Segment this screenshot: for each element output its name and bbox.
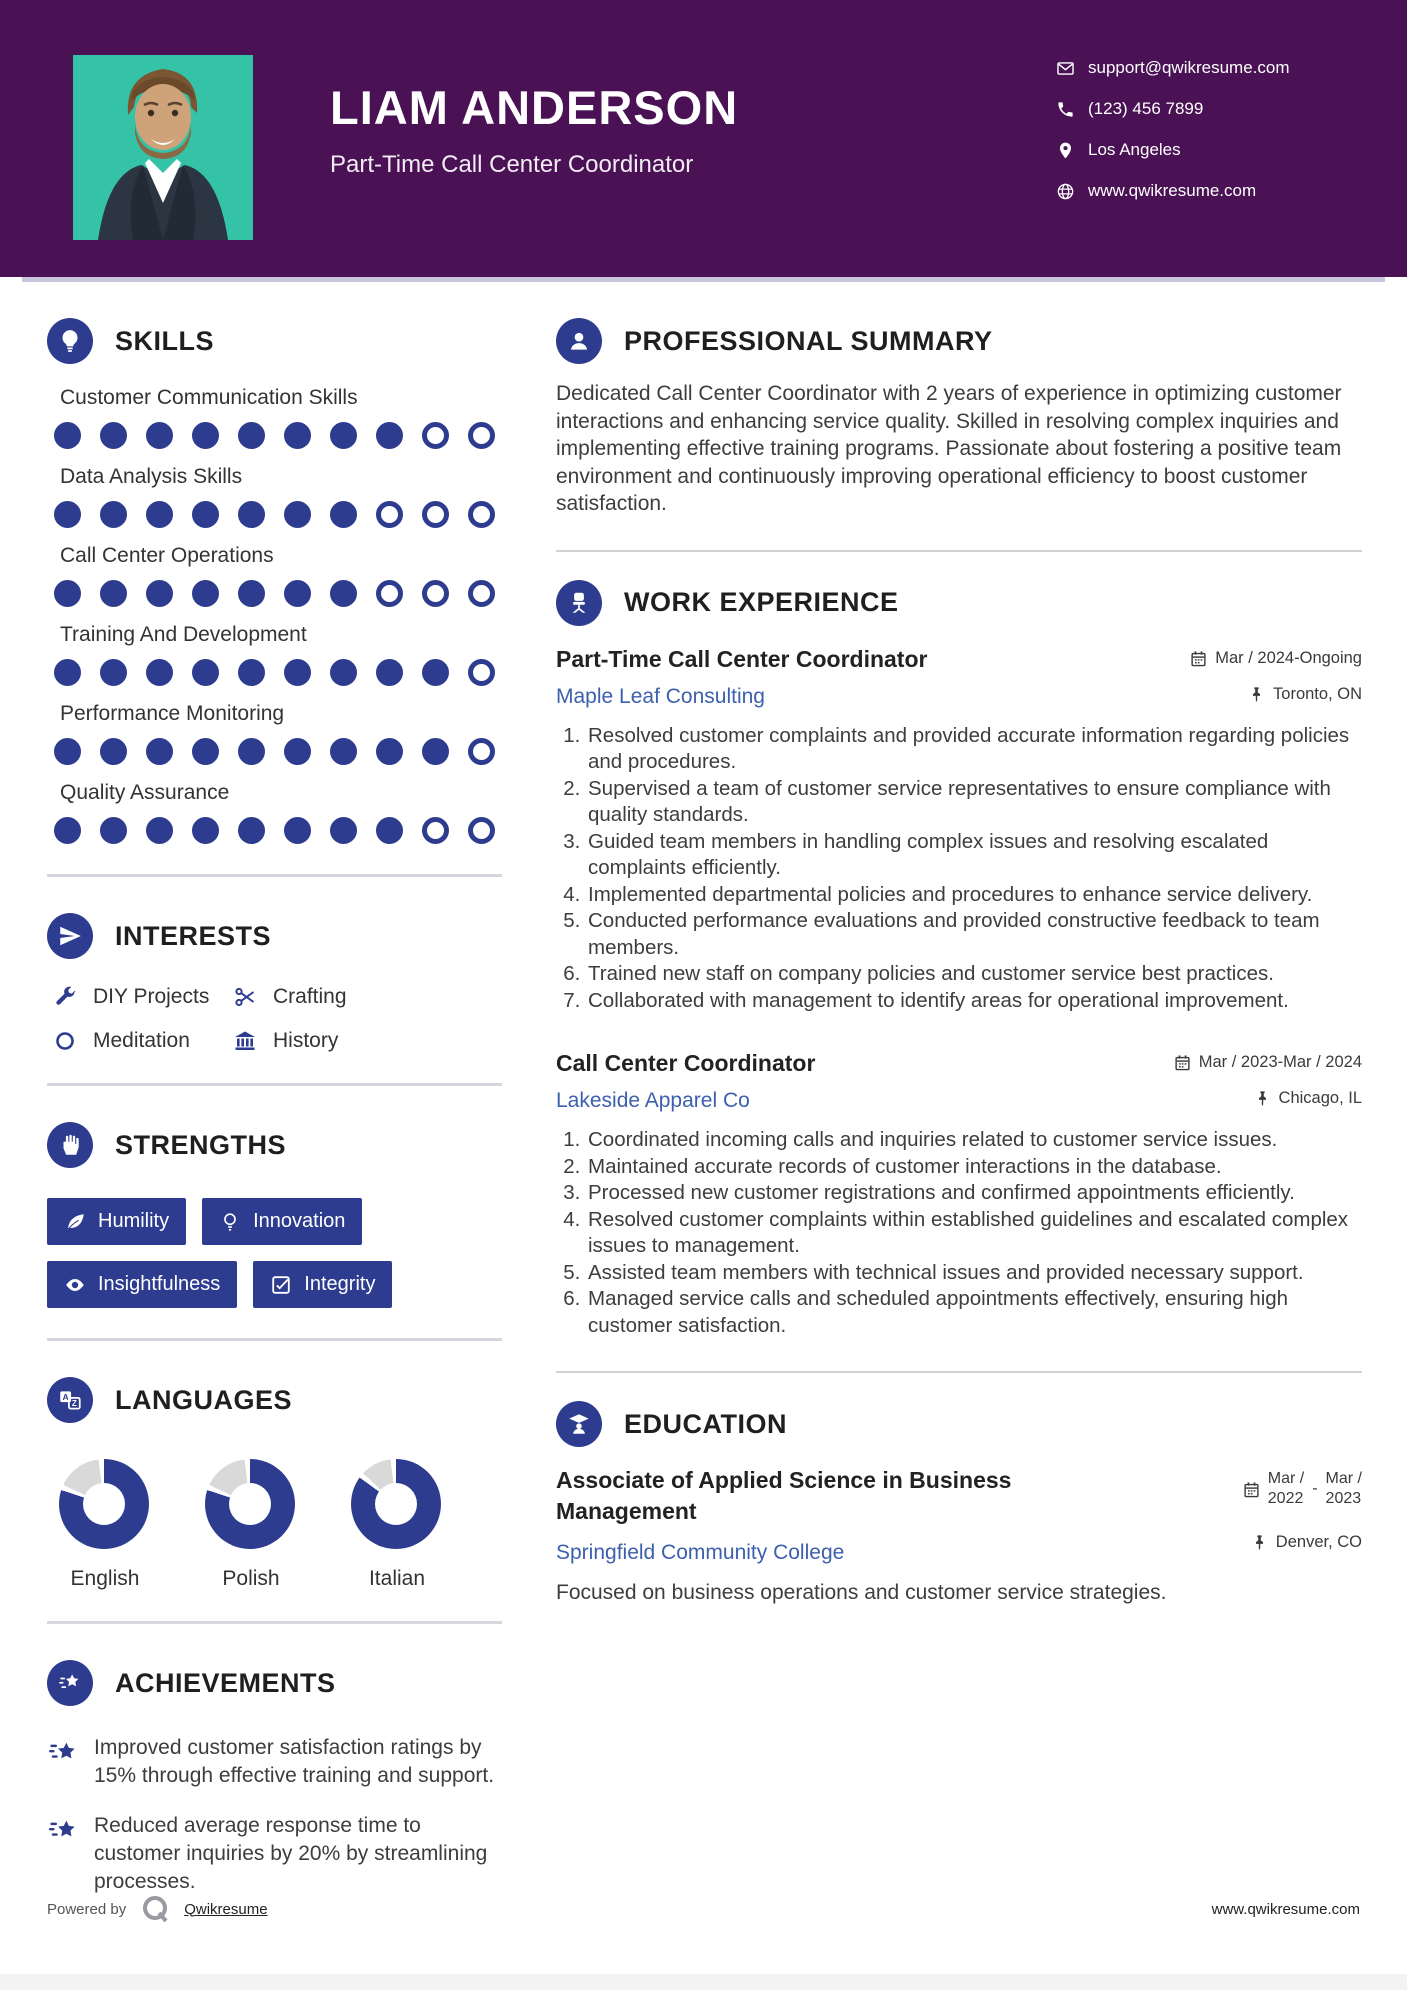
job-entry — [556, 646, 1362, 1015]
skill-dot-filled — [376, 422, 403, 449]
skill-dot-filled — [330, 422, 357, 449]
job-bullet: 5. Assisted team members with technical issues and provided necessary support. — [586, 1260, 1362, 1287]
main-divider — [556, 1371, 1362, 1373]
interest-item — [53, 1029, 233, 1053]
strengths-list — [47, 1198, 502, 1308]
language-item — [351, 1459, 443, 1591]
summary-section — [556, 318, 1362, 518]
envelope-icon — [1056, 59, 1075, 78]
calendar-icon — [1190, 650, 1207, 667]
job-bullet: 4. Resolved customer complaints within established guidelines and escalated complex issues to management. — [586, 1207, 1362, 1260]
skill-dot-filled — [192, 817, 219, 844]
sidebar-divider — [47, 1621, 502, 1624]
job-bullet: 2. Maintained accurate records of customer interactions in the database. — [586, 1154, 1362, 1181]
job-bullet: 1. Coordinated incoming calls and inquiries related to customer service issues. — [586, 1127, 1362, 1154]
education-date — [1243, 1469, 1362, 1509]
sidebar-divider — [47, 1338, 502, 1341]
header-divider — [22, 277, 1385, 282]
contact-row — [1056, 181, 1290, 201]
skill-label: Quality Assurance — [60, 781, 230, 804]
strength-badge — [47, 1261, 237, 1308]
contact-text: www.qwikresume.com — [1088, 181, 1257, 200]
education-date-end: Mar / 2023 — [1325, 1470, 1362, 1507]
contact-row — [1056, 58, 1290, 78]
achievement-star-icon — [47, 1736, 79, 1768]
strengths-heading: STRENGTHS — [115, 1129, 287, 1160]
skill-item — [47, 781, 502, 844]
job-bullet: 6. Trained new staff on company policies and customer service best practices. — [586, 961, 1362, 988]
skill-dot-filled — [100, 501, 127, 528]
education-date-separator: - — [1312, 1480, 1318, 1497]
skill-rating-dots — [47, 422, 502, 449]
interests-heading: INTERESTS — [115, 920, 272, 951]
skill-dot-filled — [146, 738, 173, 765]
job-bullet: 2. Supervised a team of customer service representatives to ensure compliance with quality standards. — [586, 776, 1362, 829]
skill-dot-empty — [422, 817, 449, 844]
profile-photo — [73, 55, 253, 240]
jobs-container — [556, 646, 1362, 1340]
skill-rating-dots — [47, 659, 502, 686]
education-description: Focused on business operations and customer service strategies. — [556, 1581, 1167, 1604]
skill-dot-filled — [284, 738, 311, 765]
skill-dot-filled — [100, 817, 127, 844]
main-content — [556, 318, 1362, 1605]
contact-text: Los Angeles — [1088, 140, 1181, 159]
education-location: Denver, CO — [1251, 1533, 1362, 1552]
skill-dot-filled — [192, 580, 219, 607]
checkbox-icon — [270, 1274, 292, 1296]
achievement-star-icon — [47, 1814, 79, 1846]
skills-heading: SKILLS — [115, 325, 215, 356]
location-icon — [1056, 141, 1075, 160]
skill-dot-filled — [192, 501, 219, 528]
strength-label: Humility — [98, 1210, 170, 1232]
job-location — [1254, 1089, 1362, 1108]
skill-dot-filled — [146, 659, 173, 686]
bulb-icon — [219, 1211, 241, 1233]
skill-dot-empty — [376, 501, 403, 528]
job-date — [1174, 1053, 1362, 1072]
language-label: Italian — [368, 1567, 426, 1590]
bottom-strip — [0, 1974, 1407, 1990]
contact-row — [1056, 99, 1290, 119]
skill-dot-filled — [100, 422, 127, 449]
interest-label: Meditation — [93, 1029, 190, 1052]
skill-dot-filled — [330, 659, 357, 686]
interest-label: History — [273, 1029, 339, 1052]
achievements-list — [47, 1734, 502, 1896]
strength-badge — [253, 1261, 392, 1308]
skill-dot-filled — [146, 422, 173, 449]
skill-dot-filled — [192, 738, 219, 765]
pushpin-icon — [1251, 1534, 1268, 1551]
job-location-text: Toronto, ON — [1273, 684, 1362, 703]
strength-label: Integrity — [304, 1273, 376, 1295]
language-label: Polish — [222, 1567, 280, 1590]
skill-item — [47, 386, 502, 449]
job-bullet: 4. Implemented departmental policies and procedures to enhance service delivery. — [586, 882, 1362, 909]
skill-dot-filled — [100, 659, 127, 686]
strength-badge — [202, 1198, 362, 1245]
skill-dot-filled — [146, 580, 173, 607]
job-bullet: 5. Conducted performance evaluations and provided constructive feedback to team members. — [586, 908, 1362, 961]
job-location-text: Chicago, IL — [1278, 1089, 1362, 1107]
svg-text:Z: Z — [71, 1398, 77, 1408]
strength-label: Insightfulness — [98, 1273, 221, 1295]
person-name: LIAM ANDERSON — [330, 81, 739, 134]
svg-text:A: A — [62, 1392, 69, 1402]
achievement-text: Reduced average response time to customer inquiries by 20% by streamlining processes. — [94, 1814, 488, 1893]
skill-dot-filled — [100, 738, 127, 765]
achievements-section — [47, 1660, 502, 1896]
donut-hole — [83, 1483, 125, 1525]
contact-list — [1056, 58, 1290, 201]
skill-dot-filled — [376, 659, 403, 686]
leaf-icon — [64, 1211, 86, 1233]
footer — [47, 1892, 1360, 1926]
job-location — [1248, 685, 1362, 704]
skill-dot-filled — [284, 659, 311, 686]
skill-dot-filled — [330, 580, 357, 607]
language-item — [205, 1459, 297, 1591]
skill-dot-empty — [422, 580, 449, 607]
job-bullet: 1. Resolved customer complaints and provided accurate information regarding policies and procedures. — [586, 723, 1362, 776]
skill-dot-empty — [468, 501, 495, 528]
skill-item — [47, 544, 502, 607]
profile-photo-illustration — [73, 55, 253, 240]
skill-dot-filled — [146, 501, 173, 528]
skill-dot-filled — [192, 422, 219, 449]
globe-icon — [1056, 182, 1075, 201]
paper-plane-icon — [47, 913, 93, 959]
strength-badge — [47, 1198, 186, 1245]
fist-icon — [47, 1122, 93, 1168]
wrench-icon — [53, 985, 77, 1009]
skill-dot-filled — [54, 422, 81, 449]
sidebar-divider — [47, 874, 502, 877]
interest-item — [233, 985, 502, 1009]
summary-text: Dedicated Call Center Coordinator with 2 years of experience in optimizing customer interactions and enhancing service quality. Skilled in resolving complex inquiries and implementing effective training programs. Passionate about fostering a positive team environment and continuously improving operational efficiency to boost customer satisfaction. — [556, 382, 1342, 515]
contact-row — [1056, 140, 1290, 160]
job-title: Call Center Coordinator — [556, 1050, 816, 1076]
ring-icon — [53, 1029, 77, 1053]
language-donut-chart — [351, 1459, 441, 1549]
education-date-start: Mar / 2022 — [1267, 1470, 1305, 1507]
skill-dot-filled — [376, 738, 403, 765]
achievements-heading: ACHIEVEMENTS — [115, 1667, 336, 1698]
languages-list — [47, 1459, 502, 1591]
museum-icon — [233, 1029, 257, 1053]
skill-dot-filled — [54, 580, 81, 607]
job-entry — [556, 1050, 1362, 1339]
skill-dot-empty — [422, 422, 449, 449]
skill-label: Performance Monitoring — [60, 702, 285, 725]
skills-section — [47, 318, 502, 844]
school-link[interactable]: Springfield Community College — [556, 1541, 845, 1564]
donut-hole — [375, 1483, 417, 1525]
skill-dot-filled — [422, 738, 449, 765]
education-heading: EDUCATION — [624, 1408, 787, 1439]
skill-dot-filled — [284, 501, 311, 528]
education-section — [556, 1401, 1362, 1605]
job-bullet: 3. Guided team members in handling complex issues and resolving escalated complaints efficiently. — [586, 829, 1362, 882]
interest-item — [233, 1029, 502, 1053]
footer-site-url: www.qwikresume.com — [1211, 1900, 1360, 1918]
skill-label: Call Center Operations — [60, 544, 274, 567]
skill-label: Customer Communication Skills — [60, 386, 358, 409]
languages-section — [47, 1377, 502, 1591]
skill-dot-filled — [100, 580, 127, 607]
skill-dot-filled — [376, 817, 403, 844]
language-donut-chart — [205, 1459, 295, 1549]
person-title: Part-Time Call Center Coordinator — [330, 151, 694, 178]
language-label: English — [70, 1567, 140, 1590]
languages-heading: LANGUAGES — [115, 1384, 293, 1415]
experience-section — [556, 580, 1362, 1340]
skill-dot-filled — [284, 580, 311, 607]
interest-label: DIY Projects — [93, 985, 210, 1008]
skill-dot-filled — [330, 501, 357, 528]
skill-dot-filled — [54, 659, 81, 686]
skill-dot-filled — [422, 659, 449, 686]
skill-rating-dots — [47, 580, 502, 607]
graduate-icon — [556, 1401, 602, 1447]
skill-dot-filled — [192, 659, 219, 686]
job-bullet: 7. Collaborated with management to identify areas for operational improvement. — [586, 988, 1362, 1015]
skill-dot-filled — [54, 817, 81, 844]
job-bullet: 6. Managed service calls and scheduled appointments effectively, ensuring high customer satisfaction. — [586, 1286, 1362, 1339]
office-chair-icon — [556, 580, 602, 626]
skill-dot-empty — [376, 580, 403, 607]
pushpin-icon — [1254, 1090, 1271, 1107]
degree-title: Associate of Applied Science in Business Management — [556, 1467, 1012, 1524]
skill-dot-empty — [468, 659, 495, 686]
person-icon — [556, 318, 602, 364]
skill-dot-filled — [238, 659, 265, 686]
interests-section — [47, 913, 502, 1053]
strengths-section — [47, 1122, 502, 1308]
skill-item — [47, 702, 502, 765]
language-item — [59, 1459, 151, 1591]
achievement-text: Improved customer satisfaction ratings by 15% through effective training and support. — [94, 1736, 495, 1787]
skill-dot-filled — [330, 817, 357, 844]
interest-label: Crafting — [273, 985, 347, 1008]
skill-dot-empty — [468, 422, 495, 449]
shooting-star-icon — [47, 1660, 93, 1706]
interests-list — [47, 985, 502, 1053]
skill-item — [47, 623, 502, 686]
job-bullet-list — [556, 1127, 1362, 1339]
job-date-text: Mar / 2023-Mar / 2024 — [1198, 1053, 1362, 1071]
main-divider — [556, 550, 1362, 552]
scissors-icon — [233, 985, 257, 1009]
skill-dot-filled — [238, 501, 265, 528]
contact-text: (123) 456 7899 — [1088, 99, 1204, 118]
phone-icon — [1056, 100, 1075, 119]
skill-dot-filled — [54, 501, 81, 528]
qwikresume-logo-icon — [138, 1892, 172, 1926]
skill-dot-filled — [238, 580, 265, 607]
calendar-icon — [1243, 1481, 1260, 1498]
job-title: Part-Time Call Center Coordinator — [556, 645, 928, 672]
skill-dot-filled — [146, 817, 173, 844]
skill-dot-filled — [238, 738, 265, 765]
pushpin-icon — [1248, 686, 1265, 703]
header — [0, 0, 1407, 277]
skills-list — [47, 386, 502, 844]
company-link[interactable]: Lakeside Apparel Co — [556, 1089, 750, 1112]
skill-dot-empty — [468, 738, 495, 765]
skill-label: Data Analysis Skills — [60, 465, 243, 488]
qwikresume-link[interactable]: Qwikresume — [184, 1900, 268, 1918]
powered-by-label: Powered by — [47, 1900, 127, 1918]
skill-dot-filled — [284, 817, 311, 844]
skill-item — [47, 465, 502, 528]
skill-dot-filled — [238, 422, 265, 449]
eye-icon — [64, 1274, 86, 1296]
translate-icon — [47, 1377, 93, 1423]
sidebar — [47, 318, 502, 1896]
experience-heading: WORK EXPERIENCE — [624, 587, 899, 617]
interest-item — [53, 985, 233, 1009]
lightbulb-icon — [47, 318, 93, 364]
donut-hole — [229, 1483, 271, 1525]
skill-dot-filled — [284, 422, 311, 449]
skill-dot-empty — [422, 501, 449, 528]
job-date — [1190, 649, 1362, 668]
sidebar-divider — [47, 1083, 502, 1086]
skill-dot-filled — [54, 738, 81, 765]
job-date-text: Mar / 2024-Ongoing — [1215, 648, 1362, 667]
contact-text: support@qwikresume.com — [1088, 58, 1290, 77]
summary-heading: PROFESSIONAL SUMMARY — [624, 325, 993, 356]
skill-dot-empty — [468, 817, 495, 844]
skill-dot-empty — [468, 580, 495, 607]
strength-label: Innovation — [253, 1210, 346, 1232]
skill-rating-dots — [47, 738, 502, 765]
achievement-item — [47, 1812, 502, 1896]
achievement-item — [47, 1734, 502, 1790]
skill-dot-filled — [330, 738, 357, 765]
skill-rating-dots — [47, 501, 502, 528]
language-donut-chart — [59, 1459, 149, 1549]
skill-rating-dots — [47, 817, 502, 844]
job-bullet: 3. Processed new customer registrations and confirmed appointments efficiently. — [586, 1180, 1362, 1207]
calendar-icon — [1174, 1054, 1191, 1071]
skill-dot-filled — [238, 817, 265, 844]
skill-label: Training And Development — [60, 623, 307, 646]
job-bullet-list — [556, 723, 1362, 1015]
company-link[interactable]: Maple Leaf Consulting — [556, 684, 765, 708]
